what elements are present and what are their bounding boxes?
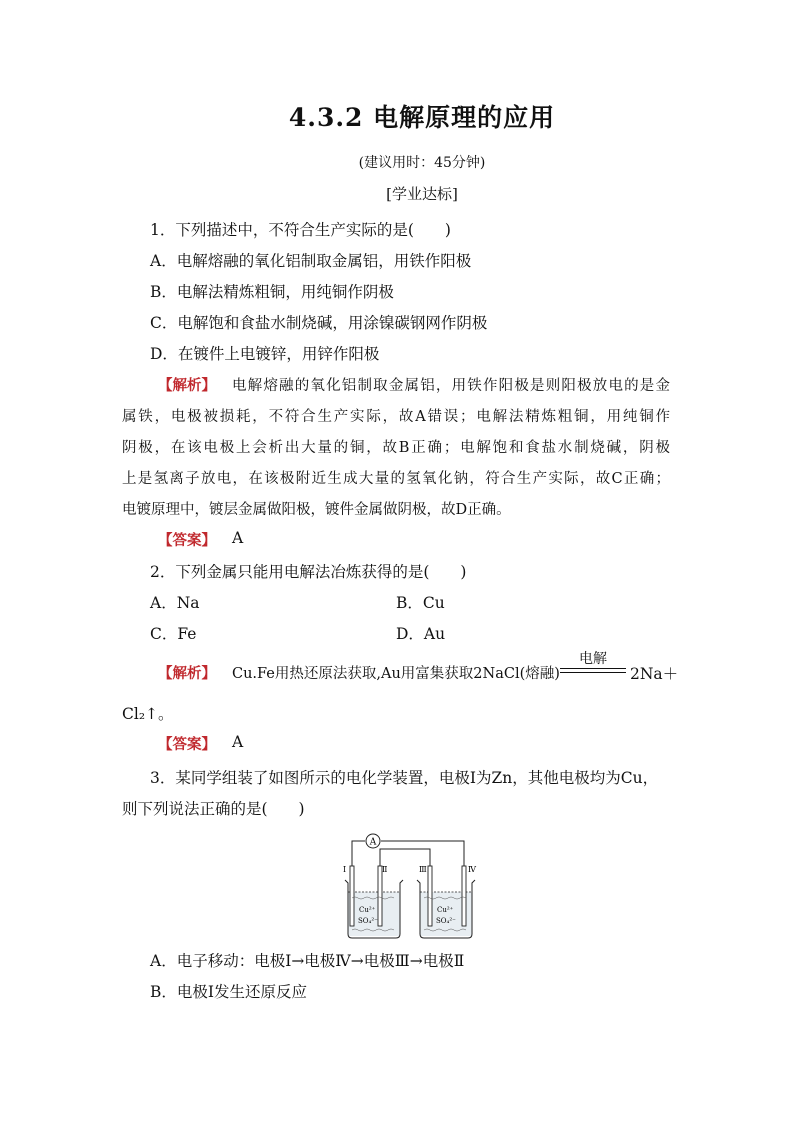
electrode-2 [378, 866, 382, 926]
electrode-3 [428, 866, 432, 926]
q1-explanation-line-4: 上是氢离子放电，在该极附近生成大量的氢氧化钠，符合生产实际，故C正确； [122, 471, 670, 487]
q3-stem-line-2: 则下列说法正确的是( ) [122, 800, 305, 818]
q1-option-d: D．在镀件上电镀锌，用锌作阳极 [150, 345, 380, 363]
section-tag: [学业达标] [386, 185, 458, 203]
q2-answer: A [232, 733, 244, 751]
ammeter-label: A [369, 837, 377, 848]
q1-option-b: B．电解法精炼粗铜，用纯铜作阴极 [150, 283, 394, 301]
q2-equation-line-bottom [560, 672, 626, 673]
q1-explanation-line-2: 属铁，电极被损耗，不符合生产实际，故A错误；电解法精炼粗铜，用纯铜作 [122, 409, 670, 425]
q1-explanation-label: 【解析】 [158, 378, 216, 394]
electrode-label-4: Ⅳ [468, 865, 476, 874]
left-beaker [345, 866, 403, 938]
q3-option-b: B．电极Ⅰ发生还原反应 [150, 983, 308, 1001]
q2-option-b: B．Cu [396, 594, 445, 612]
left-ion-so4: SO₄²⁻ [358, 917, 378, 925]
q2-option-c: C．Fe [150, 625, 197, 643]
q2-explanation-text: Cu.Fe用热还原法获取,Au用富集获取2NaCl(熔融) [232, 666, 560, 682]
right-beaker [417, 866, 475, 938]
left-ion-cu: Cu²⁺ [359, 906, 376, 914]
q1-answer-label: 【答案】 [158, 533, 216, 549]
q1-stem: 1．下列描述中，不符合生产实际的是( ) [150, 221, 451, 239]
q1-explanation-line-3: 阴极，在该电极上会析出大量的铜，故B正确；电解饱和食盐水制烧碱，阴极 [122, 440, 670, 456]
q2-equation-line-top [560, 668, 626, 669]
q1-answer: A [232, 529, 244, 547]
electrode-label-2: Ⅱ [382, 865, 388, 874]
q2-stem: 2．下列金属只能用电解法冶炼获得的是( ) [150, 563, 467, 581]
q2-answer-label: 【答案】 [158, 737, 216, 753]
electrode-4 [462, 866, 466, 926]
right-ion-cu: Cu²⁺ [437, 906, 454, 914]
electrode-label-1: Ⅰ [343, 865, 347, 874]
q3-option-a: A．电子移动：电极Ⅰ→电极Ⅳ→电极Ⅲ→电极Ⅱ [150, 952, 465, 970]
q1-option-a: A．电解熔融的氧化铝制取金属铝，用铁作阳极 [150, 252, 472, 270]
suggested-time: (建议用时：45分钟) [358, 155, 486, 171]
q2-option-a: A．Na [150, 594, 200, 612]
right-ion-so4: SO₄²⁻ [436, 917, 456, 925]
q2-explanation-line-2: Cl₂↑。 [122, 705, 174, 723]
q2-option-d: D．Au [396, 625, 446, 643]
q1-explanation-line-1: 电解熔融的氧化铝制取金属铝，用铁作阳极是则阳极放电的是金 [232, 378, 670, 394]
page-title: 4.3.2 电解原理的应用 [288, 103, 556, 132]
electrochemical-apparatus-figure [336, 822, 484, 940]
q2-electrolysis-label: 电解 [579, 651, 607, 667]
q2-explanation-label: 【解析】 [158, 666, 216, 682]
q2-product: 2Na＋ [630, 665, 679, 683]
electrode-1 [350, 866, 354, 926]
electrode-label-3: Ⅲ [419, 865, 427, 874]
q3-stem-line-1: 3．某同学组装了如图所示的电化学装置，电极Ⅰ为Zn，其他电极均为Cu， [150, 769, 659, 787]
q1-explanation-line-5: 电镀原理中，镀层金属做阳极，镀件金属做阴极，故D正确。 [122, 502, 511, 518]
q1-option-c: C．电解饱和食盐水制烧碱，用涂镍碳钢网作阴极 [150, 314, 488, 332]
